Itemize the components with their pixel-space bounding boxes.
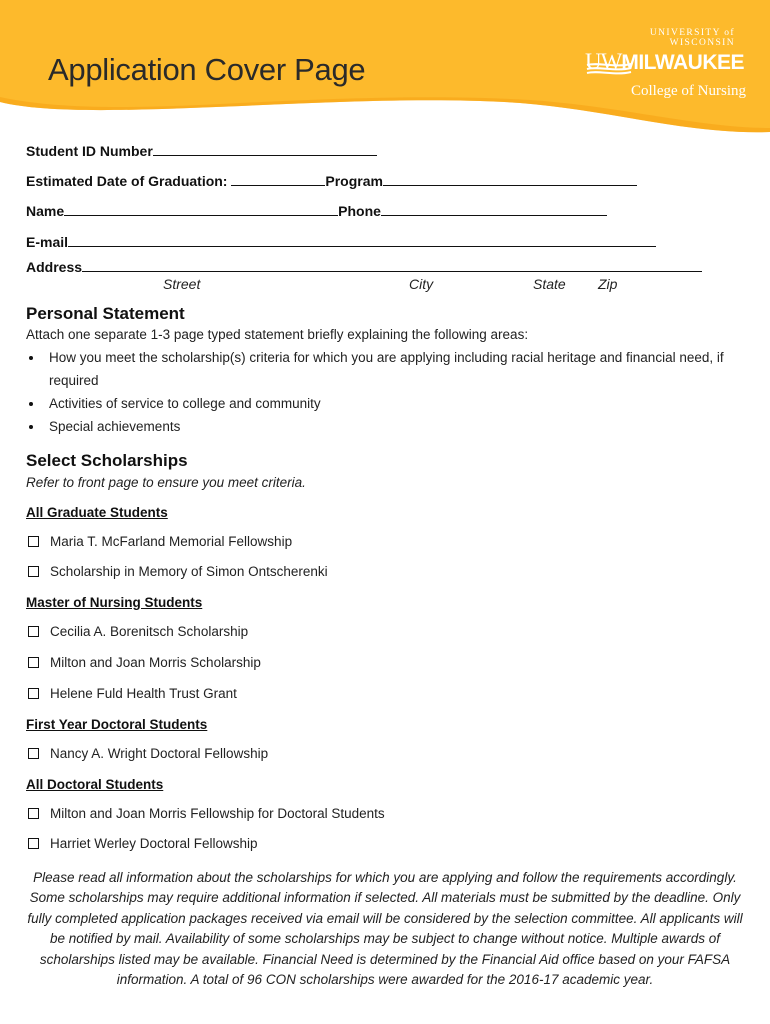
checkbox[interactable]: [28, 748, 39, 759]
program-label: Program: [325, 173, 383, 189]
name-row: [26, 201, 607, 219]
address-label: Address: [26, 259, 83, 275]
scholarship-option[interactable]: [28, 836, 258, 851]
student-id-row: [26, 141, 377, 159]
name-field[interactable]: [64, 201, 338, 216]
scholarship-label: Milton and Joan Morris Scholarship: [50, 655, 261, 670]
phone-field[interactable]: [381, 201, 607, 216]
phone-label: Phone: [338, 203, 381, 219]
scholarship-label: Helene Fuld Health Trust Grant: [50, 686, 237, 701]
list-item: Special achievements: [26, 415, 746, 438]
scholarship-label: Harriet Werley Doctoral Fellowship: [50, 836, 258, 851]
list-item: How you meet the scholarship(s) criteria for which you are applying including racial heritage and financial need, if required: [26, 346, 746, 392]
checkbox[interactable]: [28, 688, 39, 699]
email-label: E-mail: [26, 234, 69, 250]
scholarship-option[interactable]: [28, 624, 248, 639]
scholarship-option[interactable]: [28, 806, 385, 821]
checkbox[interactable]: [28, 657, 39, 668]
scholarship-option[interactable]: [28, 686, 237, 701]
student-id-label: Student ID Number: [26, 143, 153, 159]
scholarship-option[interactable]: [28, 746, 268, 761]
scholarship-option[interactable]: [28, 655, 261, 670]
state-label: State: [533, 276, 566, 292]
program-field[interactable]: [383, 171, 637, 186]
university-logo: [585, 28, 746, 99]
checkbox[interactable]: [28, 838, 39, 849]
college-name: College of Nursing: [631, 83, 746, 99]
group-all-graduate: All Graduate Students: [26, 505, 168, 520]
logo-name: MILWAUKEE: [621, 51, 744, 74]
address-field[interactable]: [82, 257, 702, 272]
scholarship-label: Nancy A. Wright Doctoral Fellowship: [50, 746, 269, 761]
graduation-row: [26, 171, 637, 189]
personal-statement-intro: Attach one separate 1-3 page typed statement briefly explaining the following areas:: [26, 327, 529, 342]
page-title: Application Cover Page: [48, 52, 366, 87]
scholarship-option[interactable]: [28, 534, 292, 549]
address-row: [26, 257, 702, 275]
checkbox[interactable]: [28, 536, 39, 547]
logo-uw: UW: [585, 49, 622, 74]
graduation-field[interactable]: [231, 171, 325, 186]
list-item: Activities of service to college and community: [26, 392, 746, 415]
street-label: Street: [163, 276, 201, 292]
student-id-field[interactable]: [153, 141, 377, 156]
scholarship-label: Scholarship in Memory of Simon Ontscherenki: [50, 564, 328, 579]
name-label: Name: [26, 203, 65, 219]
checkbox[interactable]: [28, 808, 39, 819]
group-all-doctoral: All Doctoral Students: [26, 777, 164, 792]
select-scholarships-heading: Select Scholarships: [26, 451, 188, 470]
scholarship-label: Milton and Joan Morris Fellowship for Doctoral Students: [50, 806, 385, 821]
university-line: UNIVERSITY of WISCONSIN: [649, 28, 735, 48]
graduation-label: Estimated Date of Graduation:: [26, 173, 228, 189]
scholarship-label: Maria T. McFarland Memorial Fellowship: [50, 534, 293, 549]
group-master-nursing: Master of Nursing Students: [26, 595, 203, 610]
scholarships-instruction: Refer to front page to ensure you meet criteria.: [26, 475, 306, 490]
scholarship-option[interactable]: [28, 564, 328, 579]
group-first-year-doctoral: First Year Doctoral Students: [26, 717, 208, 732]
personal-statement-heading: Personal Statement: [26, 304, 185, 323]
personal-statement-list: [26, 346, 746, 438]
scholarship-label: Cecilia A. Borenitsch Scholarship: [50, 624, 249, 639]
zip-label: Zip: [598, 276, 618, 292]
checkbox[interactable]: [28, 566, 39, 577]
city-label: City: [409, 276, 434, 292]
checkbox[interactable]: [28, 626, 39, 637]
email-row: [26, 232, 656, 250]
logo-stripes-icon: [585, 62, 633, 76]
email-field[interactable]: [68, 232, 656, 247]
footer-note: Please read all information about the scholarships for which you are applying and follow the requirements accordingly. Some scholarships may require additional information if selected. All materials must be submitted by the deadline. Only fully completed application packages received via email will be considered by the selection committee. All applicants will be notified by mail. Availability of some scholarships may be subject to change without notice. Multiple awards of scholarships listed may be available. Financial Need is determined by the Financial Aid office based on your FAFSA information. A total of 96 CON scholarships were awarded for the 2016-17 academic year.: [27, 870, 743, 988]
